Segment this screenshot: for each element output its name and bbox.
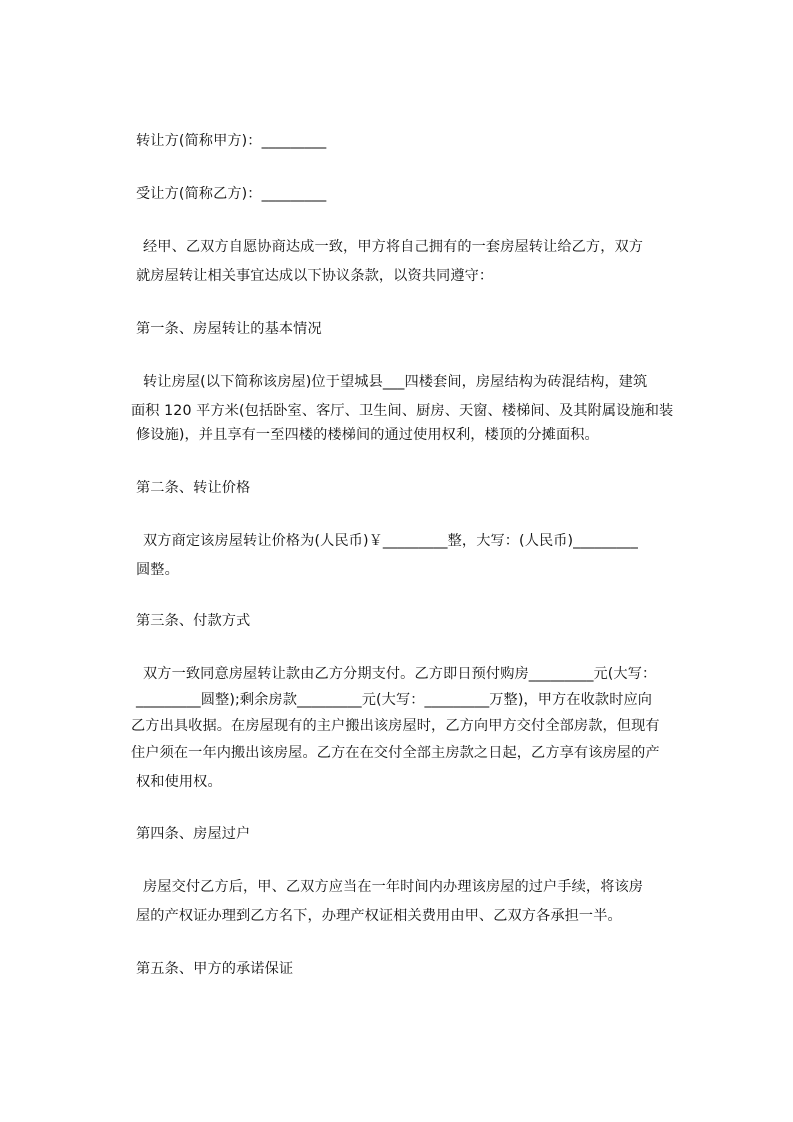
article-3-line-3: 乙方出具收据。在房屋现有的主户搬出该房屋时，乙方向甲方交付全部房款，但现有: [131, 718, 660, 734]
article-1-line-2: 面积 120 平方米(包括卧室、客厅、卫生间、厨房、天窗、楼梯间、及其附属设施和装: [131, 403, 674, 419]
article-2-line-2: 圆整。: [136, 562, 179, 578]
article-5-heading: 第五条、甲方的承诺保证: [136, 961, 294, 977]
party-b-line: 受让方(简称乙方)：_________: [136, 186, 327, 202]
article-2-heading: 第二条、转让价格: [136, 480, 251, 496]
article-4-line-1: 房屋交付乙方后，甲、乙双方应当在一年时间内办理该房屋的过户手续，将该房: [143, 879, 644, 895]
article-4-heading: 第四条、房屋过户: [136, 826, 251, 842]
article-1-heading: 第一条、房屋转让的基本情况: [136, 321, 322, 337]
preamble-line-1: 经甲、乙双方自愿协商达成一致，甲方将自己拥有的一套房屋转让给乙方，双方: [143, 239, 644, 255]
article-1-line-1: 转让房屋(以下简称该房屋)位于望城县___四楼套间，房屋结构为砖混结构，建筑: [143, 374, 648, 390]
article-3-line-1: 双方一致同意房屋转让款由乙方分期支付。乙方即日预付购房_________元(大写：: [143, 666, 657, 682]
article-1-line-3: 修设施)，并且享有一至四楼的楼梯间的通过使用权利，楼顶的分摊面积。: [136, 427, 599, 443]
party-a-line: 转让方(简称甲方)：_________: [136, 133, 327, 149]
article-3-heading: 第三条、付款方式: [136, 613, 251, 629]
article-4-line-2: 屋的产权证办理到乙方名下，办理产权证相关费用由甲、乙双方各承担一半。: [136, 908, 622, 924]
article-3-line-2: _________圆整);剩余房款_________元(大写：_________万整)，甲方在收款时应向: [136, 692, 653, 708]
article-2-line-1: 双方商定该房屋转让价格为(人民币)￥_________整，大写：(人民币)_________: [143, 533, 638, 549]
article-3-line-4: 住户须在一年内搬出该房屋。乙方在在交付全部主房款之日起，乙方享有该房屋的产: [131, 745, 660, 761]
preamble-line-2: 就房屋转让相关事宜达成以下协议条款，以资共同遵守：: [136, 268, 494, 284]
article-3-line-5: 权和使用权。: [136, 774, 222, 790]
